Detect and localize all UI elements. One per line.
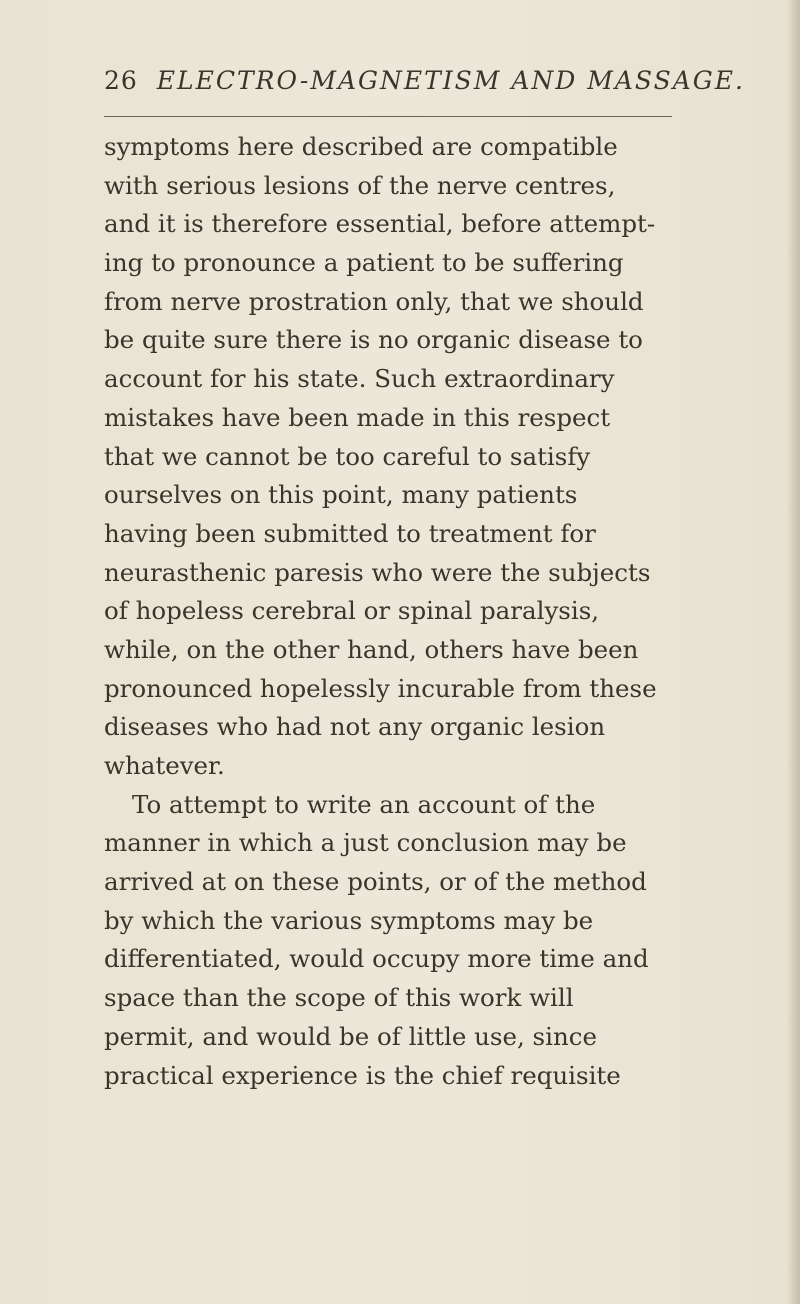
text-line: space than the scope of this work will [104, 983, 574, 1013]
page-edge-shadow [786, 0, 800, 1304]
body-text [104, 128, 704, 1095]
text-line: from nerve prostration only, that we should [104, 286, 644, 316]
paragraph-start-line: To attempt to write an account of the [132, 789, 596, 819]
text-line: by which the various symptoms may be [104, 905, 594, 935]
text-line: ing to pronounce a patient to be suffering [104, 248, 624, 278]
text-line: account for his state. Such extraordinary [104, 364, 615, 394]
text-line: that we cannot be too careful to satisfy [104, 441, 591, 471]
text-line: differentiated, would occupy more time and [104, 944, 649, 974]
text-line: having been submitted to treatment for [104, 518, 596, 548]
text-line: pronounced hopelessly incurable from these [104, 673, 657, 703]
text-line: manner in which a just conclusion may be [104, 828, 627, 858]
page-number: 26 [104, 66, 138, 95]
text-line: while, on the other hand, others have been [104, 634, 639, 664]
text-line: and it is therefore essential, before attempt- [104, 209, 656, 239]
text-line: mistakes have been made in this respect [104, 402, 611, 432]
text-line: with serious lesions of the nerve centres, [104, 170, 616, 200]
text-line: of hopeless cerebral or spinal paralysis, [104, 596, 600, 626]
header-rule [104, 116, 672, 117]
text-line: symptoms here described are compatible [104, 132, 618, 161]
text-line: diseases who had not any organic lesion [104, 712, 606, 742]
header-title: ELECTRO-MAGNETISM AND MASSAGE. [156, 66, 745, 95]
text-line: be quite sure there is no organic disease to [104, 325, 643, 355]
running-header [104, 66, 745, 106]
text-line: whatever. [104, 751, 225, 780]
text-line: neurasthenic paresis who were the subjects [104, 557, 651, 587]
text-line: practical experience is the chief requisite [104, 1060, 621, 1090]
text-line: ourselves on this point, many patients [104, 480, 578, 510]
text-line: arrived at on these points, or of the method [104, 867, 647, 897]
text-line: permit, and would be of little use, since [104, 1021, 597, 1051]
